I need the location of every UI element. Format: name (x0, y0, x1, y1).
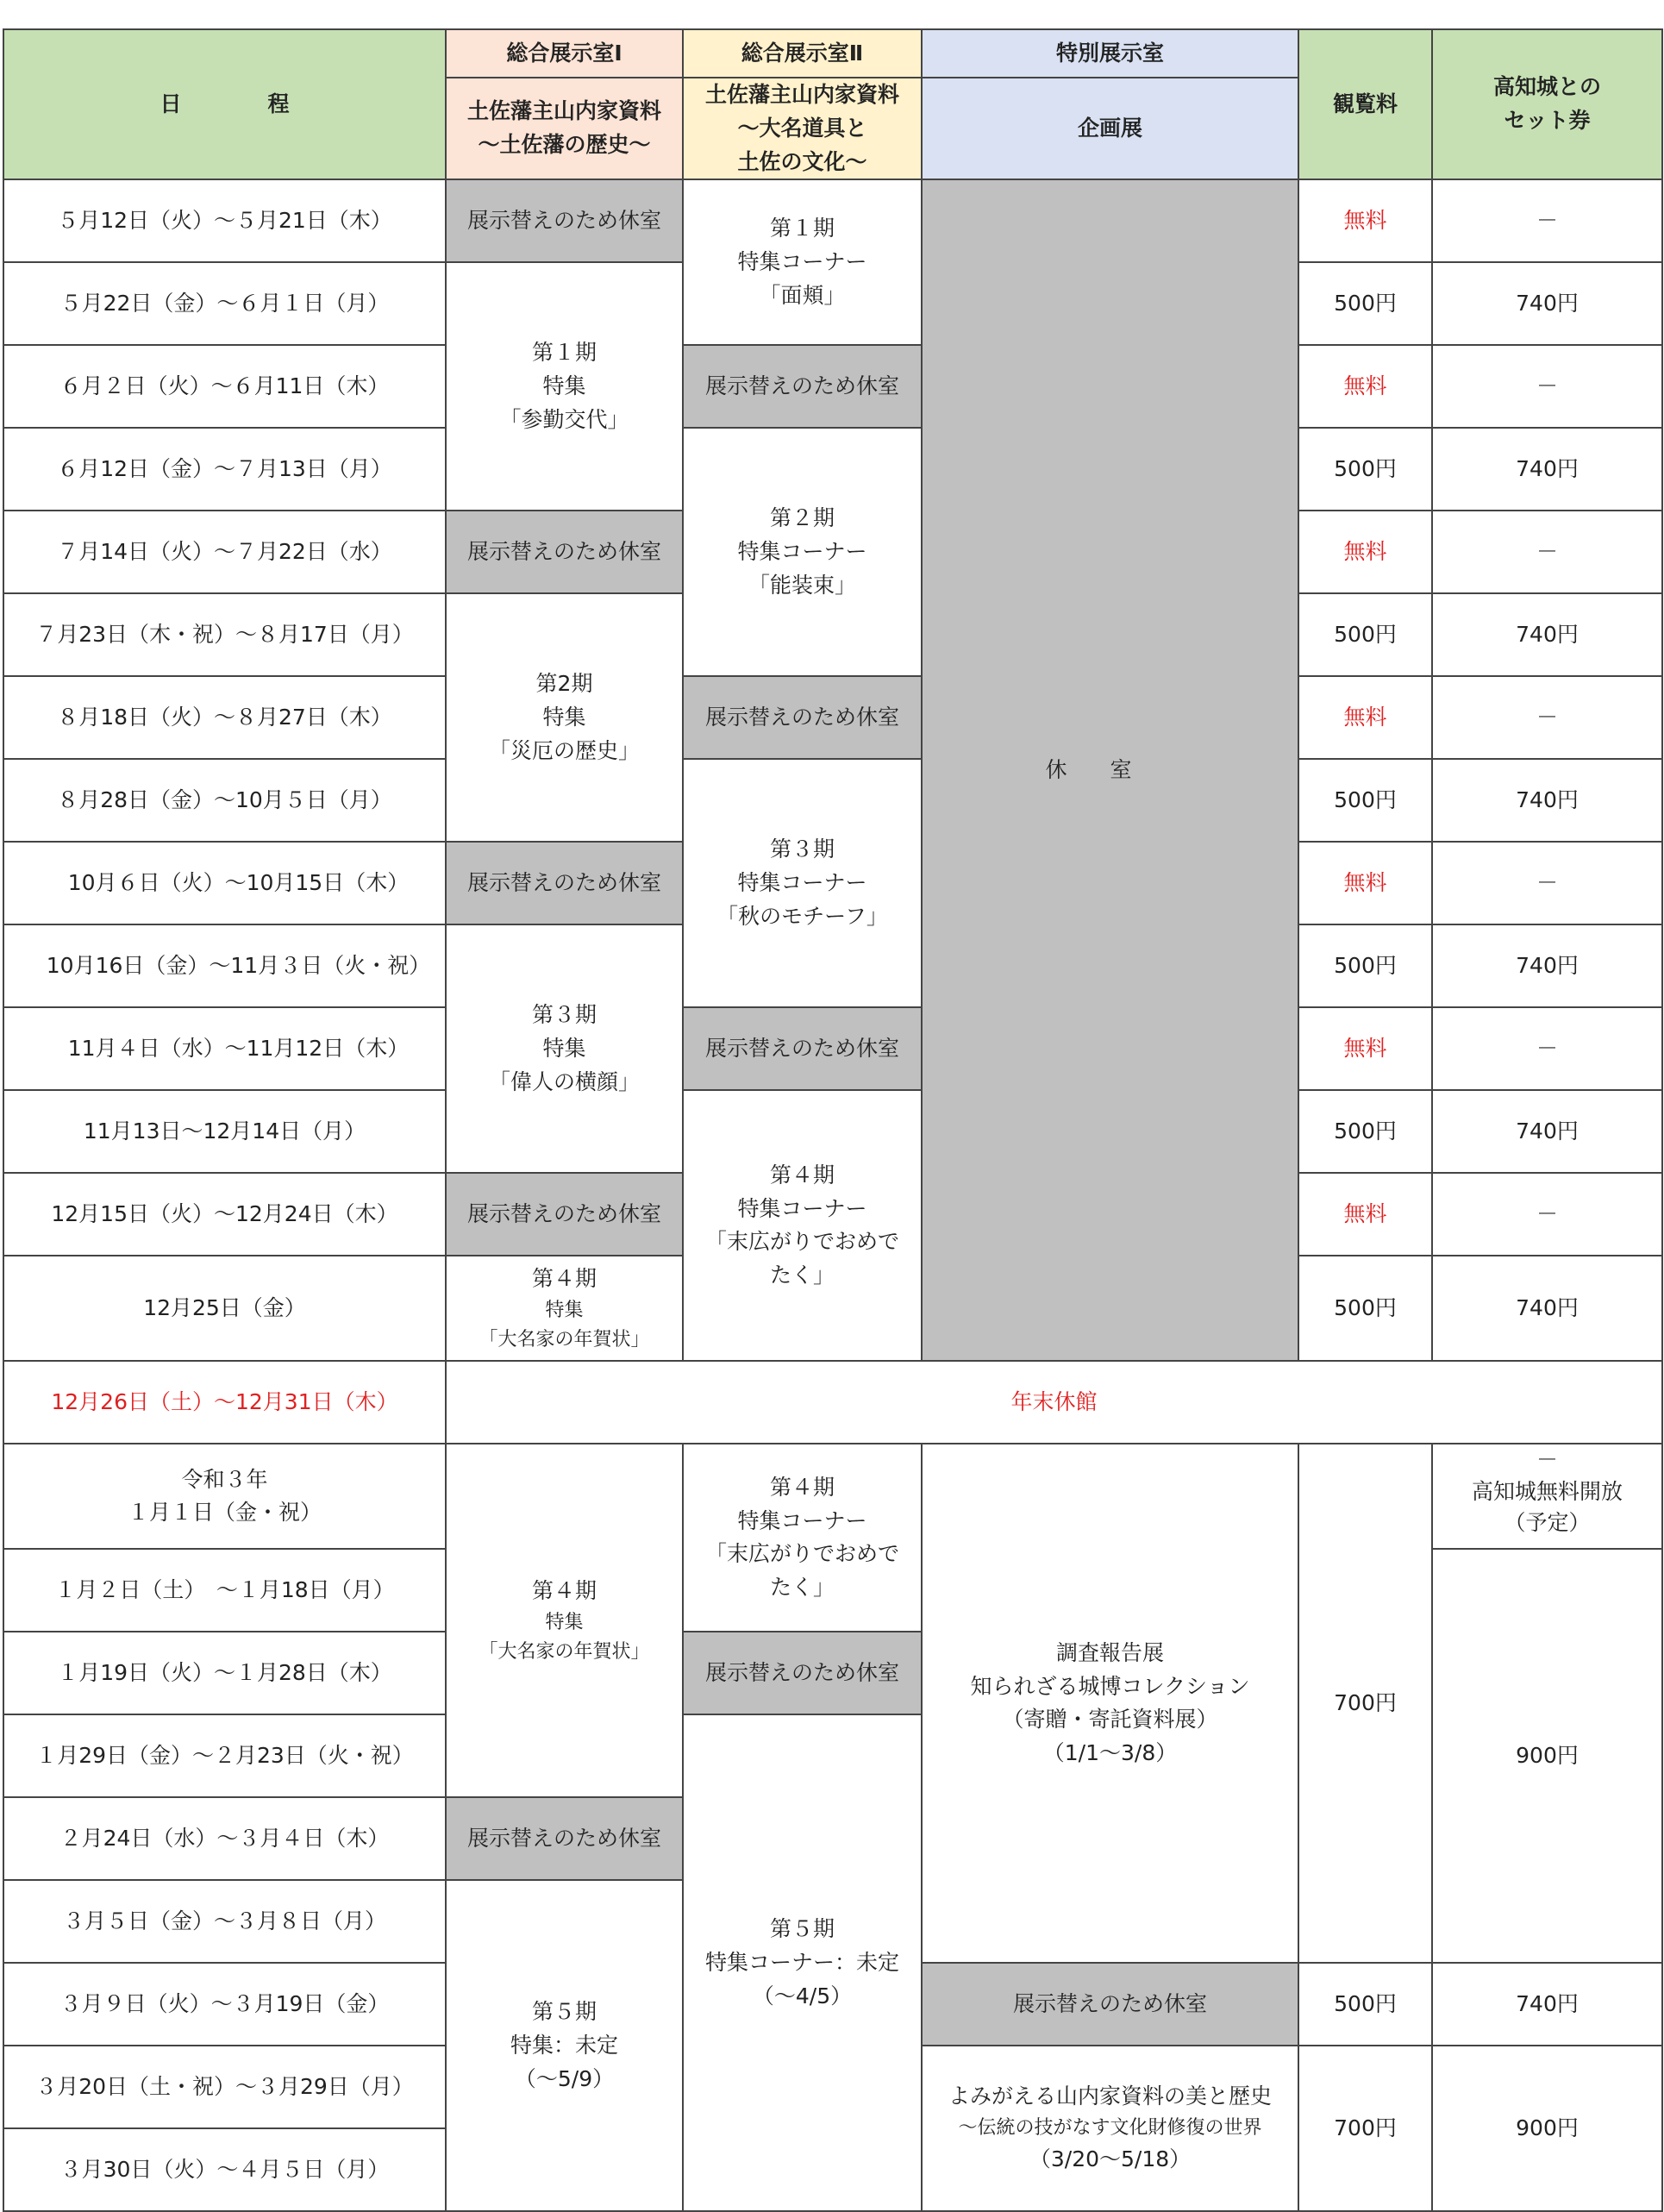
set-cell: － (1432, 179, 1662, 262)
date-cell: １月29日（金）～２月23日（火・祝） (3, 1714, 446, 1797)
special-exhibit-survey: 調査報告展 知られざる城博コレクション （寄贈・寄託資料展） （1/1～3/8） (922, 1444, 1298, 1963)
fee-cell: 500円 (1298, 428, 1432, 511)
table-row (3, 676, 1662, 759)
date-cell: ５月12日（火）～５月21日（木） (3, 179, 446, 262)
header-schedule: 日 程 (3, 29, 446, 179)
room2-closed: 展示替えのため休室 (683, 345, 922, 428)
fee-cell: 無料 (1298, 345, 1432, 428)
date-cell: 令和３年 １月１日（金・祝） (3, 1444, 446, 1549)
fee-cell: 700円 (1298, 1444, 1432, 1963)
special-closed: 展示替えのため休室 (922, 1963, 1298, 2046)
date-cell: 12月25日（金） (3, 1256, 446, 1361)
table-row (3, 1444, 1662, 1549)
table-row (3, 759, 1662, 842)
room1-period1: 第１期 特集 「参勤交代」 (446, 262, 683, 511)
set-cell: 740円 (1432, 1256, 1662, 1361)
fee-cell: 500円 (1298, 593, 1432, 676)
date-cell: ３月20日（土・祝）～３月29日（月） (3, 2046, 446, 2128)
table-row (3, 179, 1662, 262)
fee-cell: 無料 (1298, 1173, 1432, 1256)
set-cell: － (1432, 1173, 1662, 1256)
date-cell: ８月28日（金）～10月５日（月） (3, 759, 446, 842)
room1-period5: 第５期 特集：未定 （～5/9） (446, 1880, 683, 2211)
table-row-yearend (3, 1361, 1662, 1444)
table-row (3, 345, 1662, 428)
fee-cell: 500円 (1298, 1090, 1432, 1173)
room2-closed: 展示替えのため休室 (683, 1007, 922, 1090)
room2-period5: 第５期 特集コーナー：未定 （～4/5） (683, 1714, 922, 2211)
room1-closed: 展示替えのため休室 (446, 511, 683, 593)
room1-period4: 第４期 特集 「大名家の年賀状」 (446, 1444, 683, 1797)
room2-period4: 第４期 特集コーナー 「末広がりでおめで たく」 (683, 1090, 922, 1361)
date-cell: １月19日（火）～１月28日（木） (3, 1632, 446, 1714)
set-cell: 740円 (1432, 1090, 1662, 1173)
fee-cell: 無料 (1298, 842, 1432, 924)
room1-period3: 第３期 特集 「偉人の横顔」 (446, 924, 683, 1173)
set-cell: 740円 (1432, 428, 1662, 511)
fee-cell: 500円 (1298, 262, 1432, 345)
set-cell: 740円 (1432, 924, 1662, 1007)
header-special: 特別展示室 (922, 29, 1298, 78)
set-cell: 740円 (1432, 759, 1662, 842)
special-exhibit-restoration: よみがえる山内家資料の美と歴史 ～伝統の技がなす文化財修復の世界 （3/20～5/18） (922, 2046, 1298, 2211)
date-cell: ３月９日（火）～３月19日（金） (3, 1963, 446, 2046)
set-cell: － (1432, 345, 1662, 428)
date-cell: ６月12日（金）～７月13日（月） (3, 428, 446, 511)
room2-period4: 第４期 特集コーナー 「末広がりでおめで たく」 (683, 1444, 922, 1632)
set-cell: 900円 (1432, 1549, 1662, 1963)
fee-cell: 500円 (1298, 924, 1432, 1007)
fee-cell: 500円 (1298, 1963, 1432, 2046)
date-cell: 10月６日（火）～10月15日（木） (3, 842, 446, 924)
date-cell: ７月14日（火）～７月22日（水） (3, 511, 446, 593)
set-cell: 740円 (1432, 593, 1662, 676)
header-room2: 総合展示室Ⅱ (683, 29, 922, 78)
table-row (3, 1090, 1662, 1173)
date-cell: ３月30日（火）～４月５日（月） (3, 2128, 446, 2211)
set-cell: － (1432, 511, 1662, 593)
yearend-closed: 年末休館 (446, 1361, 1662, 1444)
date-cell: ５月22日（金）～６月１日（月） (3, 262, 446, 345)
date-cell: ７月23日（木・祝）～８月17日（月） (3, 593, 446, 676)
fee-cell: 700円 (1298, 2046, 1432, 2211)
date-cell: ２月24日（水）～３月４日（木） (3, 1797, 446, 1880)
set-cell-castle-free: － 高知城無料開放 （予定） (1432, 1444, 1662, 1549)
set-cell: 740円 (1432, 1963, 1662, 2046)
date-cell: 10月16日（金）～11月３日（火・祝） (3, 924, 446, 1007)
date-cell: 11月４日（水）～11月12日（木） (3, 1007, 446, 1090)
header-row-1 (3, 29, 1662, 78)
date-cell: １月２日（土） ～１月18日（月） (3, 1549, 446, 1632)
header-set-ticket: 高知城との セット券 (1432, 29, 1662, 179)
date-cell: ６月２日（火）～６月11日（木） (3, 345, 446, 428)
date-cell: 12月15日（火）～12月24日（木） (3, 1173, 446, 1256)
set-cell: － (1432, 842, 1662, 924)
table-row (3, 1007, 1662, 1090)
header-room1: 総合展示室Ⅰ (446, 29, 683, 78)
set-cell: 900円 (1432, 2046, 1662, 2211)
set-cell: － (1432, 1007, 1662, 1090)
fee-cell: 無料 (1298, 676, 1432, 759)
room1-closed: 展示替えのため休室 (446, 1797, 683, 1880)
room1-closed: 展示替えのため休室 (446, 179, 683, 262)
room1-closed: 展示替えのため休室 (446, 1173, 683, 1256)
room2-period2: 第２期 特集コーナー 「能装束」 (683, 428, 922, 676)
set-cell: － (1432, 676, 1662, 759)
fee-cell: 無料 (1298, 1007, 1432, 1090)
fee-cell: 500円 (1298, 1256, 1432, 1361)
header-special-sub: 企画展 (922, 78, 1298, 179)
date-cell: 12月26日（土）～12月31日（木） (3, 1361, 446, 1444)
header-room2-sub: 土佐藩主山内家資料 ～大名道具と 土佐の文化～ (683, 78, 922, 179)
fee-cell: 無料 (1298, 179, 1432, 262)
room2-closed: 展示替えのため休室 (683, 676, 922, 759)
room1-period4: 第４期 特集 「大名家の年賀状」 (446, 1256, 683, 1361)
header-room1-sub: 土佐藩主山内家資料 ～土佐藩の歴史～ (446, 78, 683, 179)
fee-cell: 500円 (1298, 759, 1432, 842)
room1-period2: 第2期 特集 「災厄の歴史」 (446, 593, 683, 842)
date-cell: 11月13日～12月14日（月） (3, 1090, 446, 1173)
fee-cell: 無料 (1298, 511, 1432, 593)
set-cell: 740円 (1432, 262, 1662, 345)
table-row (3, 428, 1662, 511)
date-cell: ３月５日（金）～３月８日（月） (3, 1880, 446, 1963)
room1-closed: 展示替えのため休室 (446, 842, 683, 924)
room2-closed: 展示替えのため休室 (683, 1632, 922, 1714)
date-cell: ８月18日（火）～８月27日（木） (3, 676, 446, 759)
special-closed: 休室 (922, 179, 1298, 1361)
room2-period3: 第３期 特集コーナー 「秋のモチーフ」 (683, 759, 922, 1007)
schedule-table (3, 28, 1663, 2212)
room2-period1: 第１期 特集コーナー 「面頬」 (683, 179, 922, 345)
header-fee: 観覧料 (1298, 29, 1432, 179)
